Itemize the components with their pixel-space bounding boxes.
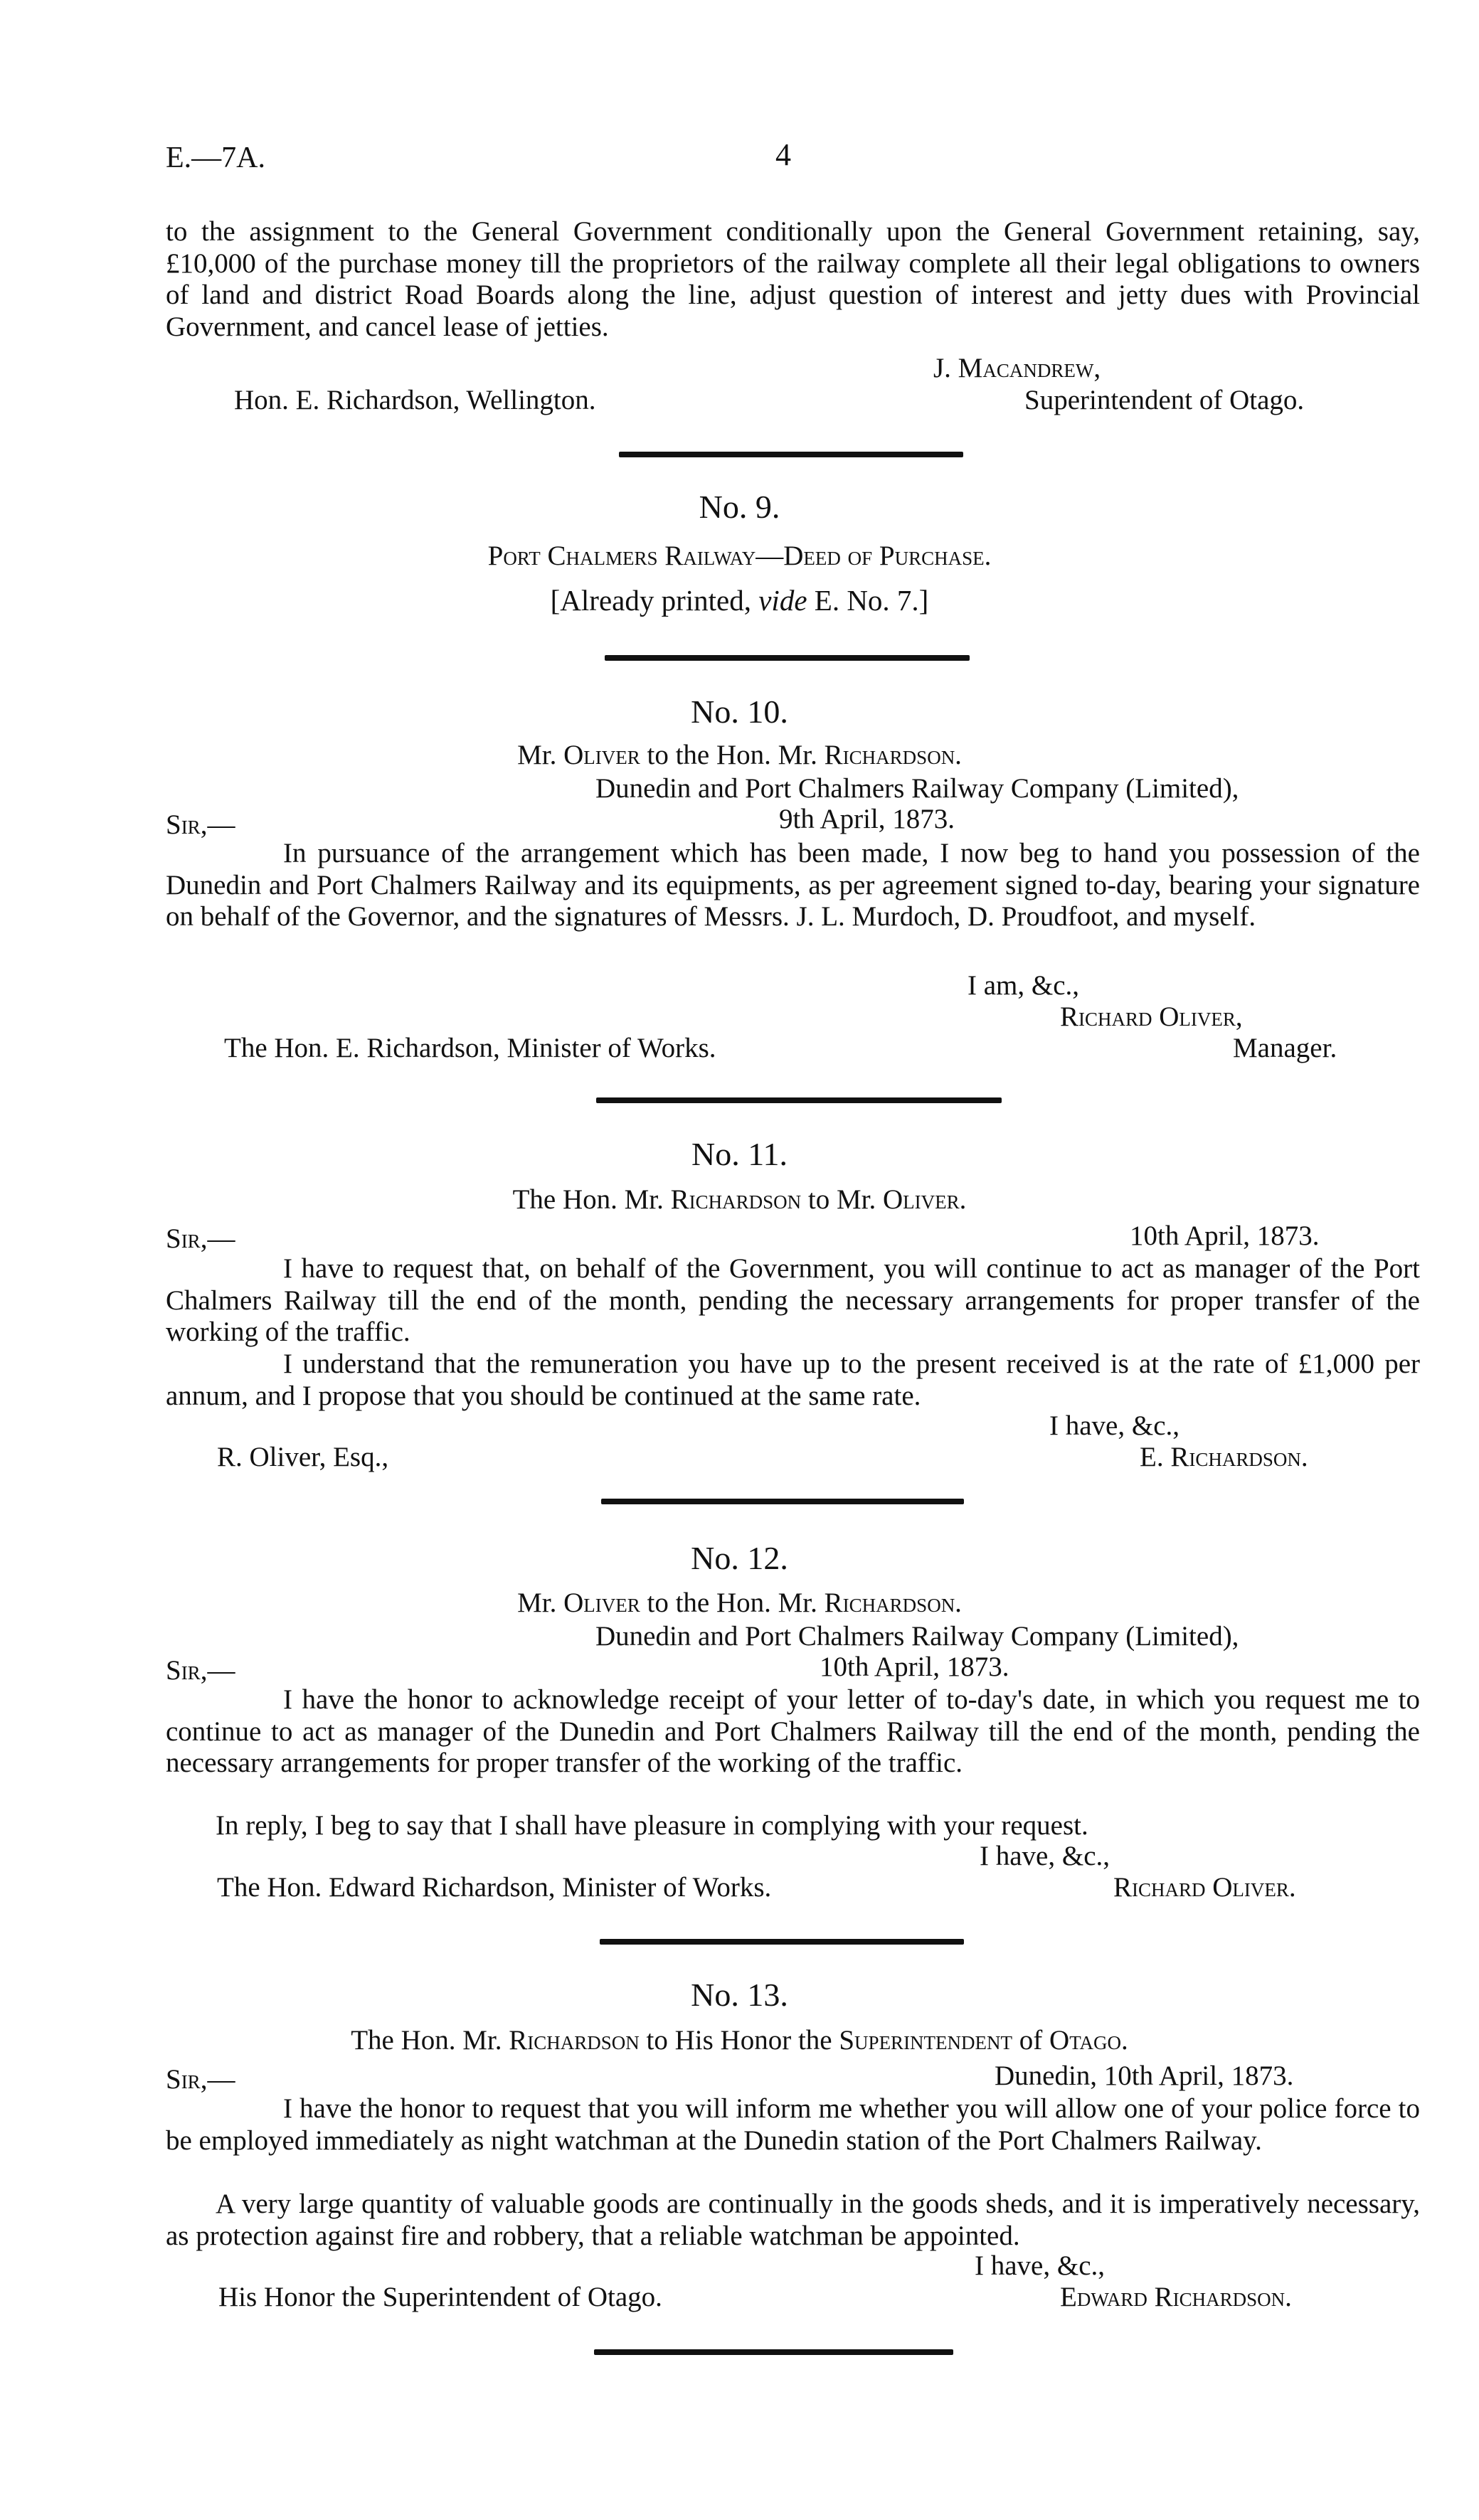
letter-body-12-para-1: I have the honor to acknowledge receipt of your letter of to-day's date, in which you request me to continue to act as manager of the Dunedin and Port Chalmers Railway till the end of the month, pending the necessary arrangements for proper transfer of the working of the traffic. [166, 1684, 1420, 1778]
salutation-11: Sir,— [166, 1223, 235, 1254]
closing-12: I have, &c., [980, 1841, 1110, 1871]
title-10: Manager. [1233, 1033, 1337, 1063]
section-number-13: No. 13. [691, 1977, 788, 2013]
letter-body-11-para-1: I have to request that, on behalf of the Government, you will continue to act as manager of the Port Chalmers Railway till the end of the month, pending the necessary arrangements for proper transfer of the working of the traffic. [166, 1253, 1420, 1347]
signature-12: Richard Oliver. [1113, 1872, 1296, 1903]
signature-11: E. Richardson. [1140, 1442, 1308, 1472]
section-heading-9: Port Chalmers Railway—Deed of Purchase. [487, 541, 992, 571]
section-divider [601, 1499, 964, 1504]
letter-body-12-para-2: In reply, I beg to say that I shall have pleasure in complying with your request. [216, 1810, 1088, 1841]
section-divider [596, 1097, 1002, 1103]
section-heading-10: Mr. Oliver to the Hon. Mr. Richardson. [517, 740, 962, 770]
continuation-addressee: Hon. E. Richardson, Wellington. [234, 385, 596, 415]
letter-place-12: Dunedin and Port Chalmers Railway Company (Limited), [595, 1621, 1239, 1652]
letter-body-13-para-2: A very large quantity of valuable goods are continually in the goods sheds, and it is imperatively necessary, as protection against fire and robbery, that a reliable watchman be appointed. [166, 2189, 1420, 2251]
letter-date-13: Dunedin, 10th April, 1873. [995, 2061, 1294, 2091]
section-divider [600, 1939, 964, 1945]
letter-date-10: 9th April, 1873. [779, 804, 955, 834]
salutation-12: Sir,— [166, 1655, 235, 1686]
section-divider [619, 452, 963, 457]
addressee-12: The Hon. Edward Richardson, Minister of Works. [217, 1872, 772, 1903]
section-note-9: [Already printed, vide E. No. 7.] [550, 584, 929, 617]
letter-place-10: Dunedin and Port Chalmers Railway Company (Limited), [595, 773, 1239, 804]
section-number-12: No. 12. [691, 1540, 788, 1576]
closing-11: I have, &c., [1049, 1410, 1180, 1441]
letter-date-11: 10th April, 1873. [1130, 1221, 1320, 1251]
section-number-10: No. 10. [691, 693, 788, 730]
addressee-11: R. Oliver, Esq., [217, 1442, 389, 1472]
addressee-13: His Honor the Superintendent of Otago. [218, 2282, 662, 2312]
section-number-9: No. 9. [699, 489, 780, 525]
salutation-10: Sir,— [166, 809, 235, 840]
letter-body-10: In pursuance of the arrangement which has been made, I now beg to hand you possession of the Dunedin and Port Chalmers Railway and its equipments, as per agreement signed to-day, bearing your signature on behalf of the Governor, and the signatures of Messrs. J. L. Murdoch, D. Proudfoot, and myself. [166, 838, 1420, 932]
letter-body-11-para-2: I understand that the remuneration you have up to the present received is at the rate of £1,000 per annum, and I propose that you should be continued at the same rate. [166, 1349, 1420, 1411]
addressee-10: The Hon. E. Richardson, Minister of Works. [224, 1033, 716, 1063]
closing-13: I have, &c., [975, 2250, 1106, 2281]
section-heading-13: The Hon. Mr. Richardson to His Honor the Superintendent of Otago. [351, 2025, 1128, 2056]
document-reference: E.—7A. [166, 142, 265, 174]
continuation-title: Superintendent of Otago. [1024, 385, 1305, 415]
continuation-paragraph: to the assignment to the General Government conditionally upon the General Government retaining, say, £10,000 of the purchase money till the proprietors of the railway complete all their legal obligations to owners of land and district Road Boards along the line, adjust question of interest and jetty dues with Provincial Government, and cancel lease of jetties. [166, 216, 1420, 342]
section-heading-12: Mr. Oliver to the Hon. Mr. Richardson. [517, 1588, 962, 1618]
letter-date-12: 10th April, 1873. [820, 1652, 1009, 1682]
continuation-signature: J. Macandrew, [933, 353, 1101, 383]
page-number: 4 [775, 137, 791, 172]
letter-body-13-para-1: I have the honor to request that you will inform me whether you will allow one of your police force to be employed immediately as night watchman at the Dunedin station of the Port Chalmers Railway. [166, 2093, 1420, 2156]
signature-13: Edward Richardson. [1060, 2282, 1292, 2312]
salutation-13: Sir,— [166, 2064, 235, 2095]
section-heading-11: The Hon. Mr. Richardson to Mr. Oliver. [512, 1184, 967, 1215]
section-number-11: No. 11. [691, 1136, 788, 1172]
closing-10: I am, &c., [968, 970, 1080, 1001]
section-divider [594, 2349, 953, 2355]
section-divider [605, 655, 970, 661]
signature-10: Richard Oliver, [1060, 1001, 1243, 1032]
